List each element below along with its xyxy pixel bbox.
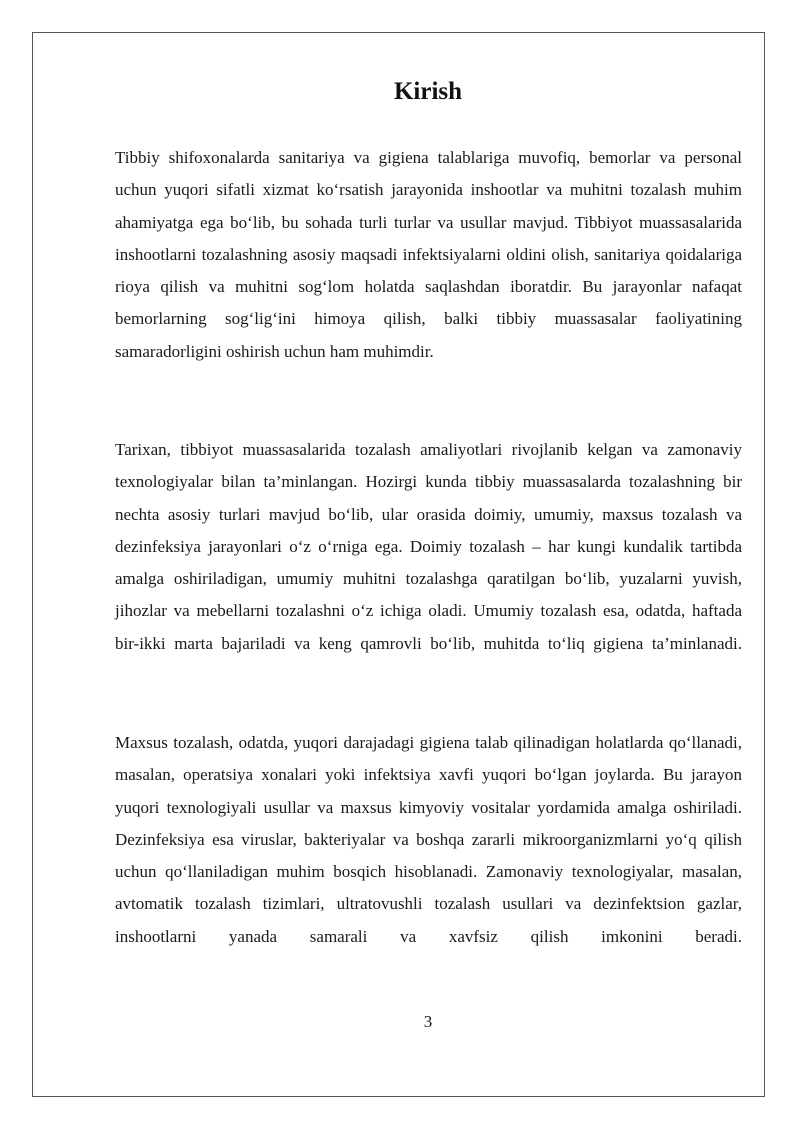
paragraph-intro: Tibbiy shifoxonalarda sanitariya va gigiena talablariga muvofiq, bemorlar va personal uchun yuqori sifatli xizmat ko‘rsatish jarayonida inshootlar va muhitni tozalash muhim ahamiyatga ega bo‘lib, bu sohada turli turlar va usullar mavjud. Tibbiyot muassasalarida inshootlarni tozalashning asosiy maqsadi infektsiyalarni oldini olish, sanitariya qoidalariga rioya qilish va muhitni sog‘lom holatda saqlashdan iboratdir. Bu jarayonlar nafaqat bemorlarning sog‘lig‘ini himoya qilish, balki tibbiy muassasalar faoliyatining samaradorligini oshirish uchun ham muhimdir. [115,148,742,361]
paragraph-special-cleaning: Maxsus tozalash, odatda, yuqori darajadagi gigiena talab qilinadigan holatlarda qo‘llanadi, masalan, operatsiya xonalari yoki infektsiya xavfi yuqori bo‘lgan joylarda. Bu jarayon yuqori texnologiyali usullar va maxsus kimyoviy vositalar yordamida amalga oshiriladi. Dezinfeksiya esa viruslar, bakteriyalar va boshqa zararli mikroorganizmlarni yo‘q qilish uchun qo‘llaniladigan muhim bosqich hisoblanadi. Zamonaviy texnologiyalar, masalan, avtomatik tozalash tizimlari, ultratovushli tozalash usullari va dezinfektsion gazlar, inshootlarni yanada samarali va xavfsiz qilish imkonini beradi. [115,733,742,946]
page-title: Kirish [393,78,463,105]
page-number: 3 [423,1012,433,1031]
paragraph-history: Tarixan, tibbiyot muassasalarida tozalash amaliyotlari rivojlanib kelgan va zamonaviy texnologiyalar bilan ta’minlangan. Hozirgi kunda tibbiy muassasalarda tozalashning bir nechta asosiy turlari mavjud bo‘lib, ular orasida doimiy, umumiy, maxsus tozalash va dezinfeksiya jarayonlari o‘z o‘rniga ega. Doimiy tozalash – har kungi kundalik tartibda amalga oshiriladigan, umumiy muhitni tozalashga qaratilgan bo‘lib, yuzalarni yuvish, jihozlar va mebellarni tozalashni o‘z ichiga oladi. Umumiy tozalash esa, odatda, haftada bir-ikki marta bajariladi va keng qamrovli bo‘lib, muhitda to‘liq gigiena ta’minlanadi. [115,440,742,653]
